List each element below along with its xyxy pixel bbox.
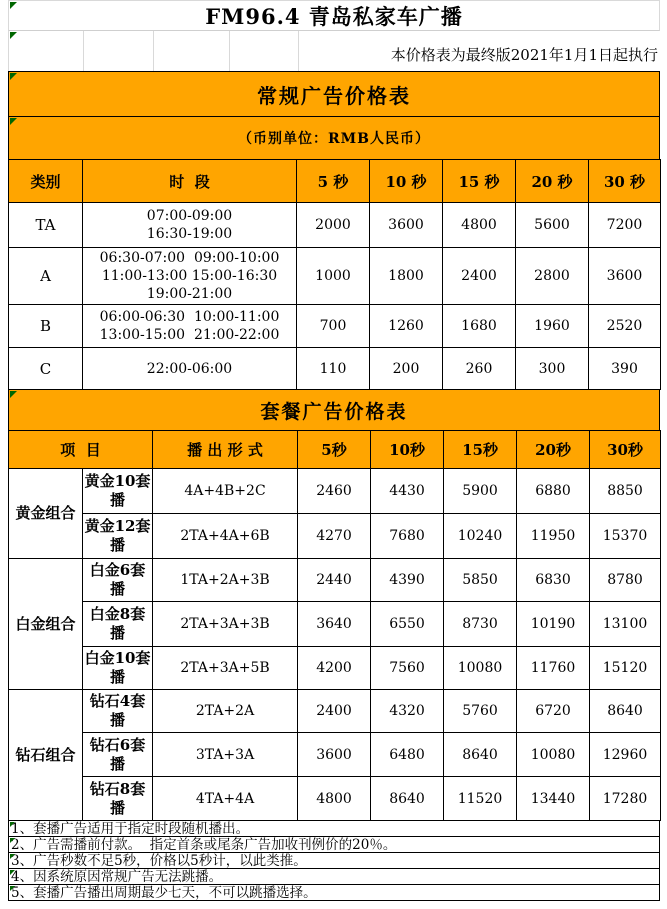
table-row: [9, 305, 661, 348]
price-cell: 3600: [589, 248, 661, 305]
table-row: [9, 602, 661, 647]
time-range: 06:00-06:30 10:00-11:00: [99, 309, 280, 325]
gridline: [83, 31, 84, 71]
price-cell: 4800: [298, 777, 371, 821]
price-cell: 7200: [589, 203, 661, 248]
col-header-20s: 20 秒: [516, 160, 589, 203]
price-cell: 12960: [590, 733, 661, 777]
col-header-category: 类别: [9, 160, 83, 203]
col-header-5s: 5 秒: [297, 160, 370, 203]
price-cell: 200: [370, 348, 443, 390]
currency-note-band: [8, 117, 660, 160]
group-name-cell: 钻石组合: [9, 690, 83, 821]
price-cell: 13100: [590, 602, 661, 647]
package-price-table: [8, 430, 661, 821]
table-row: [9, 248, 661, 305]
price-cell: 110: [297, 348, 370, 390]
package-item-cell: 黄金10套播: [83, 469, 153, 514]
price-cell: 1800: [370, 248, 443, 305]
error-indicator-icon: [10, 886, 15, 891]
package-item-cell: 钻石8套播: [83, 777, 153, 821]
price-cell: 2520: [589, 305, 661, 348]
price-cell: 8640: [371, 777, 444, 821]
table-row: [9, 733, 661, 777]
col-header-30s: 30 秒: [589, 160, 661, 203]
broadcast-form-cell: 2TA+3A+3B: [153, 602, 298, 647]
package-item-cell: 钻石4套播: [83, 690, 153, 733]
price-cell: 8850: [590, 469, 661, 514]
time-range: 13:00-15:00 21:00-22:00: [99, 327, 280, 343]
regular-header-row: [9, 160, 661, 203]
price-cell: 5850: [444, 559, 517, 602]
price-cell: 2800: [516, 248, 589, 305]
price-cell: 7560: [371, 647, 444, 690]
price-cell: 1680: [443, 305, 516, 348]
price-cell: 2000: [297, 203, 370, 248]
package-item-cell: 白金8套播: [83, 602, 153, 647]
error-indicator-icon: [10, 870, 15, 875]
broadcast-form-cell: 4TA+4A: [153, 777, 298, 821]
col-header-form: 播 出 形 式: [153, 431, 298, 469]
timeslot-cell: [83, 248, 297, 305]
broadcast-form-cell: 2TA+3A+5B: [153, 647, 298, 690]
note-row: [8, 868, 660, 885]
package-item-cell: 白金10套播: [83, 647, 153, 690]
price-cell: 3640: [298, 602, 371, 647]
note-text: 4、因系统原因常规广告无法跳播。: [11, 868, 223, 885]
price-cell: 4320: [371, 690, 444, 733]
timeslot-cell: [83, 305, 297, 348]
table-row: [9, 690, 661, 733]
price-cell: 4800: [443, 203, 516, 248]
price-cell: 8780: [590, 559, 661, 602]
price-cell: 1000: [297, 248, 370, 305]
error-indicator-icon: [10, 118, 17, 125]
price-cell: 11950: [517, 514, 590, 559]
price-cell: 10080: [444, 647, 517, 690]
broadcast-form-cell: 2TA+4A+6B: [153, 514, 298, 559]
note-row: [8, 820, 660, 837]
price-cell: 10190: [517, 602, 590, 647]
price-cell: 10240: [444, 514, 517, 559]
table-row: [9, 647, 661, 690]
price-cell: 4390: [371, 559, 444, 602]
timeslot-cell: [83, 348, 297, 390]
price-cell: 3600: [370, 203, 443, 248]
price-cell: 4270: [298, 514, 371, 559]
error-indicator-icon: [10, 73, 17, 80]
page-title: FM96.4 青岛私家车广播: [205, 3, 463, 29]
price-cell: 300: [516, 348, 589, 390]
package-item-cell: 白金6套播: [83, 559, 153, 602]
error-indicator-icon: [10, 32, 17, 39]
time-range: 06:30-07:00 09:00-10:00: [99, 250, 280, 266]
col-header-15s: 15秒: [444, 431, 517, 469]
price-cell: 1260: [370, 305, 443, 348]
broadcast-form-cell: 3TA+3A: [153, 733, 298, 777]
notes-section: [8, 820, 660, 901]
table-row: [9, 348, 661, 390]
timeslot-cell: [83, 203, 297, 248]
broadcast-form-cell: 1TA+2A+3B: [153, 559, 298, 602]
table-row: [9, 559, 661, 602]
gridline: [229, 31, 230, 71]
price-cell: 2440: [298, 559, 371, 602]
price-cell: 260: [443, 348, 516, 390]
col-header-5s: 5秒: [298, 431, 371, 469]
error-indicator-icon: [10, 2, 17, 9]
price-cell: 700: [297, 305, 370, 348]
note-text: 3、广告秒数不足5秒，价格以5秒计，以此类推。: [11, 852, 307, 869]
price-cell: 5600: [516, 203, 589, 248]
error-indicator-icon: [10, 391, 17, 398]
package-item-cell: 钻石6套播: [83, 733, 153, 777]
regular-section-title: 常规广告价格表: [257, 83, 411, 108]
price-cell: 8640: [590, 690, 661, 733]
table-row: [9, 777, 661, 821]
price-cell: 6830: [517, 559, 590, 602]
price-cell: 2460: [298, 469, 371, 514]
broadcast-form-cell: 4A+4B+2C: [153, 469, 298, 514]
error-indicator-icon: [10, 854, 15, 859]
price-cell: 2400: [443, 248, 516, 305]
price-cell: 11760: [517, 647, 590, 690]
package-header-row: [9, 431, 661, 469]
price-cell: 6880: [517, 469, 590, 514]
broadcast-form-cell: 2TA+2A: [153, 690, 298, 733]
note-text: 1、套播广告适用于指定时段随机播出。: [11, 820, 250, 837]
price-cell: 390: [589, 348, 661, 390]
col-header-10s: 10 秒: [370, 160, 443, 203]
regular-price-table: [8, 159, 661, 390]
price-cell: 8730: [444, 602, 517, 647]
col-header-item: 项 目: [9, 431, 153, 469]
price-cell: 4430: [371, 469, 444, 514]
note-row: [8, 852, 660, 869]
regular-section-header: [8, 71, 660, 117]
time-range: 22:00-06:00: [146, 360, 233, 377]
col-header-30s: 30秒: [590, 431, 661, 469]
time-range: 07:00-09:00: [146, 208, 233, 224]
table-row: [9, 203, 661, 248]
price-cell: 15370: [590, 514, 661, 559]
effective-date-note: 本价格表为最终版2021年1月1日起执行: [390, 46, 658, 64]
time-range: 19:00-21:00: [146, 286, 233, 302]
col-header-timeslot: 时 段: [83, 160, 297, 203]
price-cell: 6720: [517, 690, 590, 733]
category-cell: B: [9, 305, 83, 348]
time-range: 16:30-19:00: [146, 226, 233, 242]
price-cell: 2400: [298, 690, 371, 733]
col-header-15s: 15 秒: [443, 160, 516, 203]
price-cell: 1960: [516, 305, 589, 348]
package-item-cell: 黄金12套播: [83, 514, 153, 559]
title-row: [8, 0, 660, 31]
note-row: [8, 884, 660, 901]
table-row: [9, 514, 661, 559]
price-cell: 5900: [444, 469, 517, 514]
error-indicator-icon: [10, 838, 15, 843]
gridline: [153, 31, 154, 71]
category-cell: C: [9, 348, 83, 390]
price-cell: 5760: [444, 690, 517, 733]
price-cell: 17280: [590, 777, 661, 821]
time-range: 11:00-13:00 15:00-16:30: [101, 268, 278, 284]
price-cell: 10080: [517, 733, 590, 777]
category-cell: A: [9, 248, 83, 305]
note-row: [8, 836, 660, 853]
col-header-10s: 10秒: [371, 431, 444, 469]
subtitle-row: [8, 31, 660, 71]
currency-note: （币别单位：RMB人民币）: [238, 131, 430, 147]
group-name-cell: 白金组合: [9, 559, 83, 690]
package-section-header: [8, 389, 660, 431]
price-cell: 4200: [298, 647, 371, 690]
table-row: [9, 469, 661, 514]
category-cell: TA: [9, 203, 83, 248]
price-cell: 15120: [590, 647, 661, 690]
note-text: 2、广告需播前付款。 指定首条或尾条广告加收刊例价的20％。: [11, 836, 397, 853]
col-header-20s: 20秒: [517, 431, 590, 469]
price-cell: 11520: [444, 777, 517, 821]
group-name-cell: 黄金组合: [9, 469, 83, 559]
price-cell: 13440: [517, 777, 590, 821]
price-cell: 6550: [371, 602, 444, 647]
note-text: 5、套播广告播出周期最少七天，不可以跳播选择。: [11, 884, 317, 901]
error-indicator-icon: [10, 822, 15, 827]
price-cell: 7680: [371, 514, 444, 559]
price-cell: 8640: [444, 733, 517, 777]
price-cell: 6480: [371, 733, 444, 777]
gridline: [298, 31, 299, 71]
price-cell: 3600: [298, 733, 371, 777]
package-section-title: 套餐广告价格表: [260, 400, 408, 423]
